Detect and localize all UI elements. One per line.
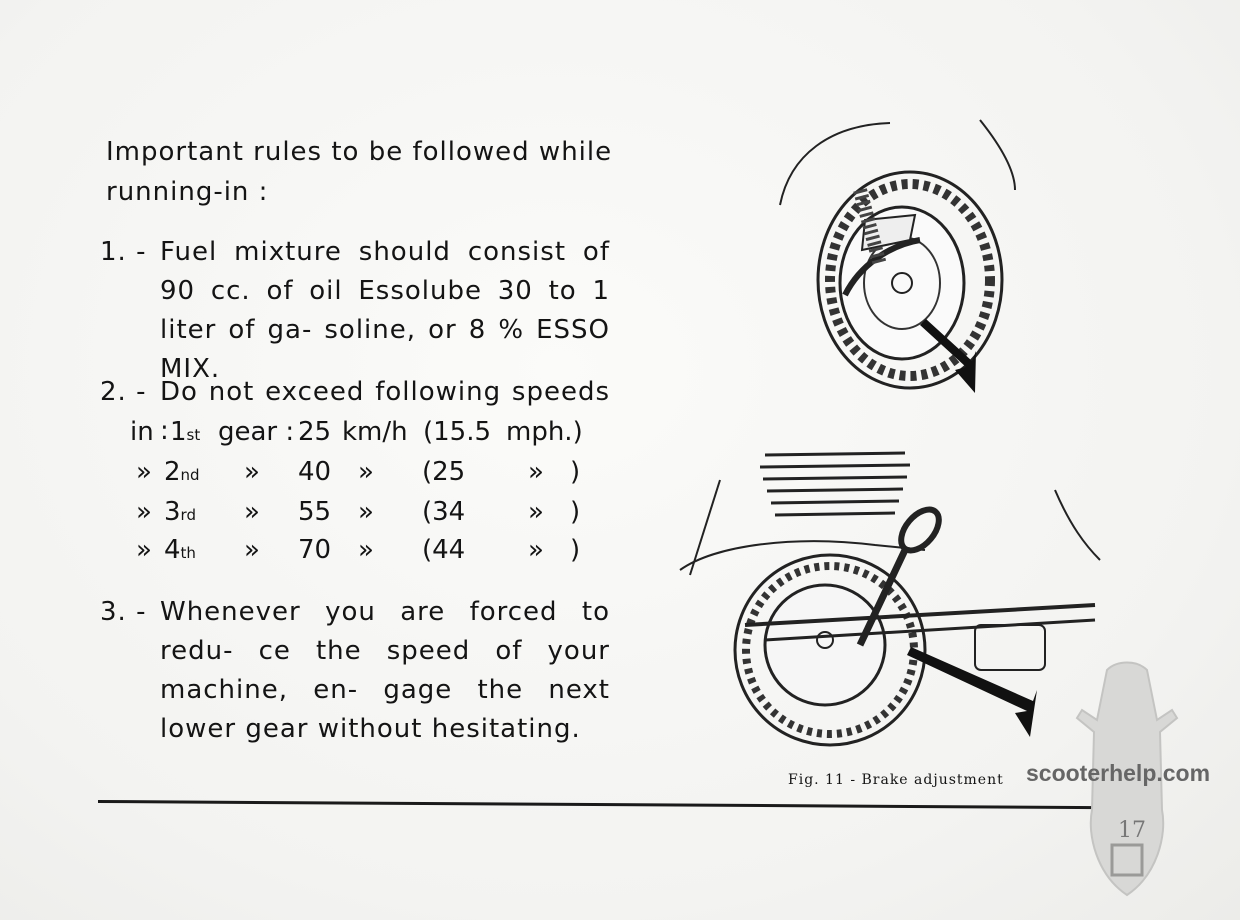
ditto-mark: »	[528, 497, 544, 527]
ditto-mark: »	[528, 457, 544, 487]
close-paren: )	[570, 457, 581, 487]
mph-value: (25	[422, 457, 466, 487]
horizontal-rule	[98, 800, 1098, 809]
ditto-mark: »	[358, 497, 374, 527]
rule-number: 3. -	[100, 597, 147, 627]
close-paren: )	[570, 535, 581, 565]
speed-prefix: »	[136, 497, 152, 527]
rule-number: 2. -	[100, 377, 147, 407]
ditto-mark: »	[528, 535, 544, 565]
ditto-mark: »	[358, 457, 374, 487]
ditto-mark: »	[244, 457, 260, 487]
kmh-value: 70	[298, 535, 332, 565]
rule-text: Whenever you are forced to redu- ce the speed of your machine, en- gage the next lower gear without hesitating.	[160, 597, 610, 744]
section-heading: Important rules to be followed while running-in :	[106, 137, 613, 207]
kmh-unit: km/h	[342, 417, 408, 447]
watermark-text: scooterhelp.com	[1026, 760, 1211, 786]
mph-value: (44	[422, 535, 466, 565]
ditto-mark: »	[358, 535, 374, 565]
page-number: 17	[1118, 818, 1146, 843]
rule-text: Do not exceed following speeds :	[160, 377, 610, 446]
gear-number: 3rd	[164, 497, 196, 527]
gear-word: gear :	[218, 417, 295, 447]
kmh-value: 55	[298, 497, 332, 527]
mph-value: (15.5	[423, 417, 492, 447]
ditto-mark: »	[244, 535, 260, 565]
figure-caption: Fig. 11 - Brake adjustment	[788, 772, 1004, 788]
close-paren: )	[570, 497, 581, 527]
rear-brake-illustration	[675, 445, 1105, 755]
rule-number: 1. -	[100, 237, 147, 267]
gear-number: 1st	[170, 417, 201, 447]
mph-value: (34	[422, 497, 466, 527]
speed-prefix: »	[136, 457, 152, 487]
speed-prefix: in	[130, 417, 154, 447]
kmh-value: 25	[298, 417, 332, 447]
kmh-value: 40	[298, 457, 332, 487]
front-wheel-illustration	[770, 115, 1030, 415]
speed-prefix: »	[136, 535, 152, 565]
rule-text: Fuel mixture should consist of 90 cc. of oil Essolube 30 to 1 liter of ga- soline, or 8 % ESSO MIX.	[160, 237, 610, 384]
ditto-mark: »	[244, 497, 260, 527]
gear-number: 2nd	[164, 457, 200, 487]
gear-number: 4th	[164, 535, 196, 565]
mph-unit: mph.)	[506, 417, 583, 447]
